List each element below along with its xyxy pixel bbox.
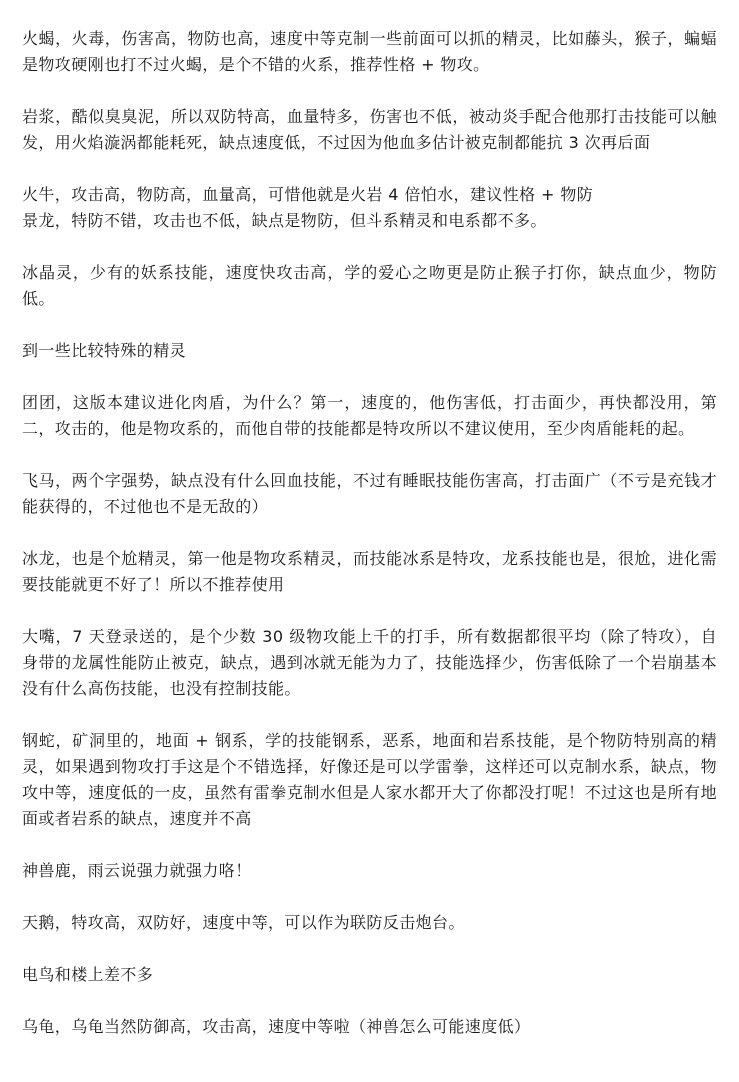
line-fire-ox: 火牛，攻击高，物防高，血量高，可惜他就是火岩 4 倍怕水，建议性格 + 物防 <box>22 185 594 204</box>
paragraph-swan: 天鹅，特攻高，双防好，速度中等，可以作为联防反击炮台。 <box>22 913 465 932</box>
paragraph-electric-bird: 电鸟和楼上差不多 <box>22 965 154 984</box>
paragraph-ice-crystal: 冰晶灵，少有的妖系技能，速度快攻击高，学的爱心之吻更是防止猴子打你，缺点血少，物防低。 <box>22 263 717 308</box>
paragraph-big-mouth: 大嘴，7 天登录送的，是个少数 30 级物攻能上千的打手，所有数据都很平均（除了特攻），自身带的龙属性能防止被克，缺点，遇到冰就无能为力了，技能选择少，伤害低除了一个岩崩基本没有什么高伤技能，也没有控制技能。 <box>22 627 717 698</box>
paragraph-fire-scorpion: 火蝎，火毒，伤害高，物防也高，速度中等克制一些前面可以抓的精灵，比如藤头，猴子，蝙蝠是物攻硬刚也打不过火蝎，是个不错的火系，推荐性格 + 物攻。 <box>22 29 717 74</box>
section-heading-special: 到一些比较特殊的精灵 <box>22 341 187 360</box>
paragraph-lava: 岩浆，酷似臭臭泥，所以双防特高，血量特多，伤害也不低，被动炎手配合他那打击技能可以触发，用火焰漩涡都能耗死，缺点速度低，不过因为他血多估计被克制都能抗 3 次再后面 <box>22 107 717 152</box>
paragraph-tuantuan: 团团，这版本建议进化肉盾，为什么？第一，速度的，他伤害低，打击面少，再快都没用，第二，攻击的，他是物攻系的，而他自带的技能都是特攻所以不建议使用，至少肉盾能耗的起。 <box>22 393 717 438</box>
paragraph-ice-dragon: 冰龙，也是个尬精灵，第一他是物攻系精灵，而技能冰系是特攻，龙系技能也是，很尬，进化需要技能就更不好了！所以不推荐使用 <box>22 549 717 594</box>
paragraph-fire-ox-and-jinglong <box>22 182 717 234</box>
line-jinglong: 景龙，特防不错，攻击也不低，缺点是物防，但斗系精灵和电系都不多。 <box>22 211 547 230</box>
paragraph-steel-snake: 钢蛇，矿洞里的，地面 + 钢系，学的技能钢系，恶系，地面和岩系技能，是个物防特别高的精灵，如果遇到物攻打手这是个不错选择，好像还是可以学雷拳，这样还可以克制水系，缺点，物攻中等，速度低的一皮，虽然有雷拳克制水但是人家水都开大了你都没打呢！不过这也是所有地面或者岩系的缺点，速度并不高 <box>22 731 717 828</box>
paragraph-pegasus: 飞马，两个字强势，缺点没有什么回血技能，不过有睡眠技能伤害高，打击面广（不亏是充钱才能获得的，不过他也不是无敌的） <box>22 471 717 516</box>
article-body <box>22 26 717 1066</box>
paragraph-turtle: 乌龟，乌龟当然防御高，攻击高，速度中等啦（神兽怎么可能速度低） <box>22 1017 531 1036</box>
paragraph-deer: 神兽鹿，雨云说强力就强力咯！ <box>22 861 252 880</box>
